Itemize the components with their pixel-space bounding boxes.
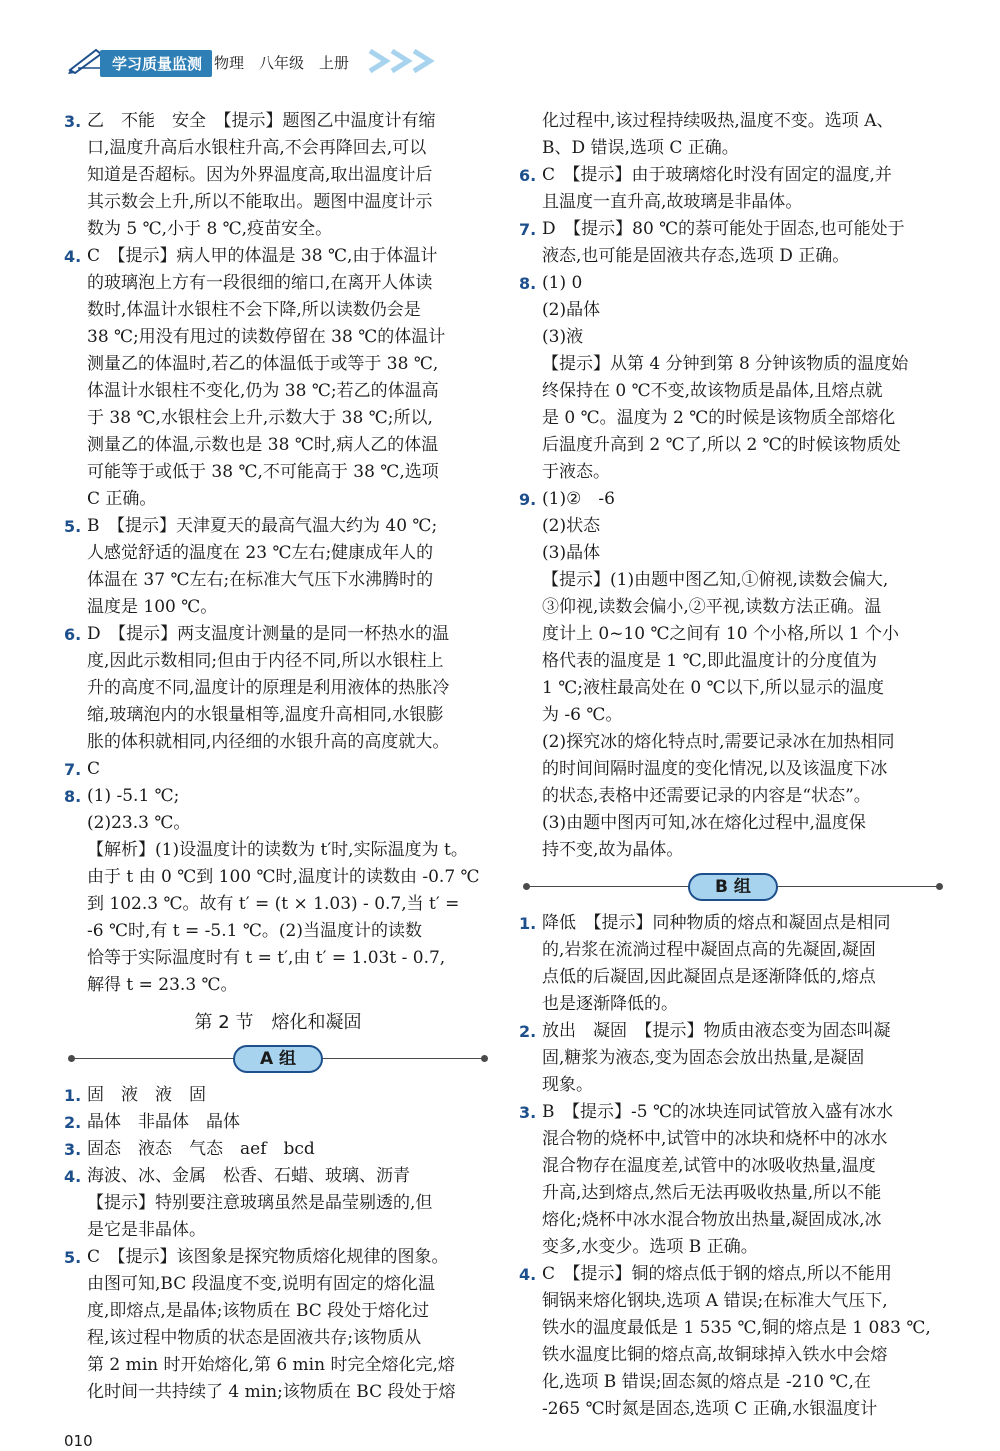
answer-line: 的,岩浆在流淌过程中凝固点高的先凝固,凝固 <box>542 940 876 960</box>
answer-line: 降低 【提示】同种物质的熔点和凝固点是相同 <box>542 913 891 933</box>
answer-line: 后温度升高到 2 ℃了,所以 2 ℃的时候该物质处 <box>542 435 901 455</box>
answer-number: 3. <box>519 1103 537 1122</box>
answer-line: 恰等于实际温度时有 t = t′,由 t′ = 1.03t - 0.7, <box>87 948 446 968</box>
answer-line: 测量乙的体温时,若乙的体温低于或等于 38 ℃, <box>87 354 439 374</box>
answer-line: 是它是非晶体。 <box>87 1220 206 1240</box>
answer-number: 1. <box>519 914 537 933</box>
answer-line: 由图可知,BC 段温度不变,说明有固定的熔化温 <box>87 1274 436 1294</box>
answer-number: 3. <box>64 1140 82 1159</box>
answer-line: 口,温度升高后水银柱升高,不会再降回去,可以 <box>87 138 427 158</box>
answer-line: 变多,水变少。选项 B 正确。 <box>542 1237 758 1257</box>
divider-dot <box>523 883 530 890</box>
answer-line: 固态 液态 气态 aef bcd <box>87 1139 315 1159</box>
answer-line: 数时,体温计水银柱不会下降,所以读数仍会是 <box>87 300 421 320</box>
answer-line: 可能等于或低于 38 ℃,不可能高于 38 ℃,选项 <box>87 462 439 482</box>
answer-item <box>519 108 947 162</box>
answer-line: 度,因此示数相同;但由于内径不同,所以水银柱上 <box>87 651 444 671</box>
right-answers-top <box>519 108 947 864</box>
answer-line: 胀的体积就相同,内径细的水银升高的高度就大。 <box>87 732 450 752</box>
left-answers-bottom <box>64 1082 492 1406</box>
answer-line: -6 ℃时,有 t = -5.1 ℃。(2)当温度计的读数 <box>87 921 422 941</box>
answer-line: 度计上 0~10 ℃之间有 10 个小格,所以 1 个小 <box>542 624 899 644</box>
right-column <box>519 108 947 1423</box>
right-answers-bottom <box>519 910 947 1423</box>
answer-line: 固 液 液 固 <box>87 1085 206 1105</box>
answer-number: 9. <box>519 490 537 509</box>
page-header <box>66 44 466 80</box>
answer-line: 由于 t 由 0 ℃到 100 ℃时,温度计的读数由 -0.7 ℃ <box>87 867 480 887</box>
answer-line: 升高,达到熔点,然后无法再吸收热量,所以不能 <box>542 1183 882 1203</box>
answer-line: 化时间一共持续了 4 min;该物质在 BC 段处于熔 <box>87 1382 456 1402</box>
answer-item <box>64 1244 492 1406</box>
answer-line: 乙 不能 安全 【提示】题图乙中温度计有缩 <box>87 111 436 131</box>
answer-line: 的时间间隔时温度的变化情况,以及该温度下冰 <box>542 759 888 779</box>
answer-line: 的状态,表格中还需要记录的内容是“状态”。 <box>542 786 871 806</box>
left-answers-top <box>64 108 492 999</box>
answer-line: 第 2 min 时开始熔化,第 6 min 时完全熔化完,熔 <box>87 1355 455 1375</box>
answer-line: 为 -6 ℃。 <box>542 705 623 725</box>
divider-dot <box>68 1055 75 1062</box>
answer-number: 5. <box>64 1248 82 1267</box>
answer-line: 混合物的烧杯中,试管中的冰块和烧杯中的冰水 <box>542 1129 888 1149</box>
answer-item <box>64 243 492 513</box>
answer-line: D 【提示】两支温度计测量的是同一杯热水的温 <box>87 624 450 644</box>
answer-line: 知道是否超标。因为外界温度高,取出温度计后 <box>87 165 433 185</box>
answer-number: 2. <box>519 1022 537 1041</box>
answer-number: 4. <box>64 247 82 266</box>
answer-line: 体温在 37 ℃左右;在标准大气压下水沸腾时的 <box>87 570 434 590</box>
answer-line: -265 ℃时氮是固态,选项 C 正确,水银温度计 <box>542 1399 878 1419</box>
answer-item <box>519 1018 947 1099</box>
answer-line: 化过程中,该过程持续吸热,温度不变。选项 A、 <box>542 111 894 131</box>
answer-line: 于 38 ℃,水银柱会上升,示数大于 38 ℃;所以, <box>87 408 433 428</box>
book-series-title: 学习质量监测 <box>100 50 212 77</box>
answer-line: 度,即熔点,是晶体;该物质在 BC 段处于熔化过 <box>87 1301 430 1321</box>
answer-line: (2)探究冰的熔化特点时,需要记录冰在加热相同 <box>542 732 895 752</box>
answer-line: 且温度一直升高,故玻璃是非晶体。 <box>542 192 803 212</box>
divider-dot <box>481 1055 488 1062</box>
answer-item <box>519 1261 947 1423</box>
answer-line: 1 ℃;液柱最高处在 0 ℃以下,所以显示的温度 <box>542 678 885 698</box>
answer-line: 铁水温度比铜的熔点高,故铜球掉入铁水中会熔 <box>542 1345 888 1365</box>
answer-item <box>519 486 947 864</box>
answer-line: 格代表的温度是 1 ℃,即此温度计的分度值为 <box>542 651 878 671</box>
answer-number: 2. <box>64 1113 82 1132</box>
answer-line: C 【提示】病人甲的体温是 38 ℃,由于体温计 <box>87 246 438 266</box>
answer-line: B、D 错误,选项 C 正确。 <box>542 138 739 158</box>
answer-line: (3)晶体 <box>542 543 601 563</box>
answer-line: 38 ℃;用没有甩过的读数停留在 38 ℃的体温计 <box>87 327 446 347</box>
answer-line: (2)状态 <box>542 516 601 536</box>
answer-line: 体温计水银柱不变化,仍为 38 ℃;若乙的体温高 <box>87 381 439 401</box>
answer-item <box>64 756 492 783</box>
answer-item <box>519 270 947 486</box>
answer-number: 6. <box>64 625 82 644</box>
answer-line: 其示数会上升,所以不能取出。题图中温度计示 <box>87 192 433 212</box>
answer-item <box>519 162 947 216</box>
book-subject-grade: 物理 八年级 上册 <box>214 54 350 72</box>
answer-line: 固,糖浆为液态,变为固态会放出热量,是凝固 <box>542 1048 865 1068</box>
answer-item <box>64 621 492 756</box>
answer-number: 8. <box>519 274 537 293</box>
answer-line: C 【提示】由于玻璃熔化时没有固定的温度,并 <box>542 165 892 185</box>
answer-line: C 【提示】该图象是探究物质熔化规律的图象。 <box>87 1247 449 1267</box>
group-b-divider <box>519 868 947 906</box>
answer-line: 晶体 非晶体 晶体 <box>87 1112 240 1132</box>
answer-line: (2)23.3 ℃。 <box>87 813 191 833</box>
answer-line: 铁水的温度最低是 1 535 ℃,铜的熔点是 1 083 ℃, <box>542 1318 931 1338</box>
answer-line: 【提示】特别要注意玻璃虽然是晶莹剔透的,但 <box>87 1193 433 1213</box>
answer-item <box>519 1099 947 1261</box>
answer-line: 混合物存在温度差,试管中的冰吸收热量,温度 <box>542 1156 876 1176</box>
answer-number: 3. <box>64 112 82 131</box>
answer-line: 到 102.3 ℃。故有 t′ = (t × 1.03) - 0.7,当 t′ = <box>87 894 460 914</box>
answer-line: 缩,玻璃泡内的水银量相等,温度升高相同,水银膨 <box>87 705 444 725</box>
answer-line: 温度是 100 ℃。 <box>87 597 218 617</box>
answer-line: 化,选项 B 错误;固态氮的熔点是 -210 ℃,在 <box>542 1372 871 1392</box>
answer-line: (3)由题中图丙可知,冰在熔化过程中,温度保 <box>542 813 866 833</box>
answer-line: 【解析】(1)设温度计的读数为 t′时,实际温度为 t。 <box>87 840 468 860</box>
answer-line: (3)液 <box>542 327 584 347</box>
answer-line: 的玻璃泡上方有一段很细的缩口,在离开人体读 <box>87 273 433 293</box>
answer-line: 铜锅来熔化钢块,选项 A 错误;在标准大气压下, <box>542 1291 888 1311</box>
answer-line: 于液态。 <box>542 462 610 482</box>
group-b-label: B 组 <box>688 873 778 901</box>
answer-line: 现象。 <box>542 1075 593 1095</box>
answer-line: 放出 凝固 【提示】物质由液态变为固态叫凝 <box>542 1021 891 1041</box>
answer-line: ③仰视,读数会偏小,②平视,读数方法正确。温 <box>542 597 882 617</box>
answer-line: 升的高度不同,温度计的原理是利用液体的热胀冷 <box>87 678 450 698</box>
answer-number: 7. <box>519 220 537 239</box>
answer-number: 4. <box>519 1265 537 1284</box>
answer-line: 人感觉舒适的温度在 23 ℃左右;健康成年人的 <box>87 543 434 563</box>
answer-line: 程,该过程中物质的状态是固液共存;该物质从 <box>87 1328 422 1348</box>
answer-line: 数为 5 ℃,小于 8 ℃,疫苗安全。 <box>87 219 333 239</box>
answer-line: 持不变,故为晶体。 <box>542 840 684 860</box>
answer-line: 解得 t = 23.3 ℃。 <box>87 975 238 995</box>
answer-item <box>64 1109 492 1136</box>
answer-item <box>64 1163 492 1244</box>
answer-line: 【提示】(1)由题中图乙知,①俯视,读数会偏大, <box>542 570 889 590</box>
section-title: 第 2 节 熔化和凝固 <box>194 1012 362 1033</box>
left-column <box>64 108 492 1406</box>
answer-line: 海波、冰、金属 松香、石蜡、玻璃、沥青 <box>87 1166 410 1186</box>
answer-line: C 正确。 <box>87 489 157 509</box>
answer-item <box>64 1082 492 1109</box>
answer-line: 是 0 ℃。温度为 2 ℃的时候是该物质全部熔化 <box>542 408 896 428</box>
decorative-chevrons-icon <box>366 48 446 74</box>
answer-item <box>64 513 492 621</box>
answer-item <box>519 216 947 270</box>
group-a-label: A 组 <box>233 1045 323 1073</box>
answer-line: B 【提示】天津夏天的最高气温大约为 40 ℃; <box>87 516 438 536</box>
answer-line: (1) 0 <box>542 273 583 293</box>
answer-number: 4. <box>64 1167 82 1186</box>
answer-line: 测量乙的体温,示数也是 38 ℃时,病人乙的体温 <box>87 435 439 455</box>
answer-number: 7. <box>64 760 82 779</box>
group-a-divider <box>64 1040 492 1078</box>
answer-number: 6. <box>519 166 537 185</box>
answer-number: 5. <box>64 517 82 536</box>
answer-item <box>64 783 492 999</box>
page-number: 010 <box>64 1432 93 1450</box>
answer-line: 熔化;烧杯中冰水混合物放出热量,凝固成冰,冰 <box>542 1210 882 1230</box>
answer-item <box>519 910 947 1018</box>
answer-item <box>64 1136 492 1163</box>
answer-line: D 【提示】80 ℃的萘可能处于固态,也可能处于 <box>542 219 905 239</box>
answer-line: C <box>87 759 101 779</box>
answer-line: B 【提示】-5 ℃的冰块连同试管放入盛有冰水 <box>542 1102 893 1122</box>
answer-line: 液态,也可能是固液共存态,选项 D 正确。 <box>542 246 850 266</box>
answer-line: (1)② -6 <box>542 489 615 509</box>
answer-number: 1. <box>64 1086 82 1105</box>
divider-dot <box>936 883 943 890</box>
answer-line: 也是逐渐降低的。 <box>542 994 678 1014</box>
answer-line: (1) -5.1 ℃; <box>87 786 180 806</box>
answer-line: 【提示】从第 4 分钟到第 8 分钟该物质的温度始 <box>542 354 909 374</box>
answer-line: 点低的后凝固,因此凝固点是逐渐降低的,熔点 <box>542 967 876 987</box>
answer-line: C 【提示】铜的熔点低于钢的熔点,所以不能用 <box>542 1264 892 1284</box>
answer-item <box>64 108 492 243</box>
answer-line: (2)晶体 <box>542 300 601 320</box>
answer-number: 8. <box>64 787 82 806</box>
answer-line: 终保持在 0 ℃不变,故该物质是晶体,且熔点就 <box>542 381 883 401</box>
